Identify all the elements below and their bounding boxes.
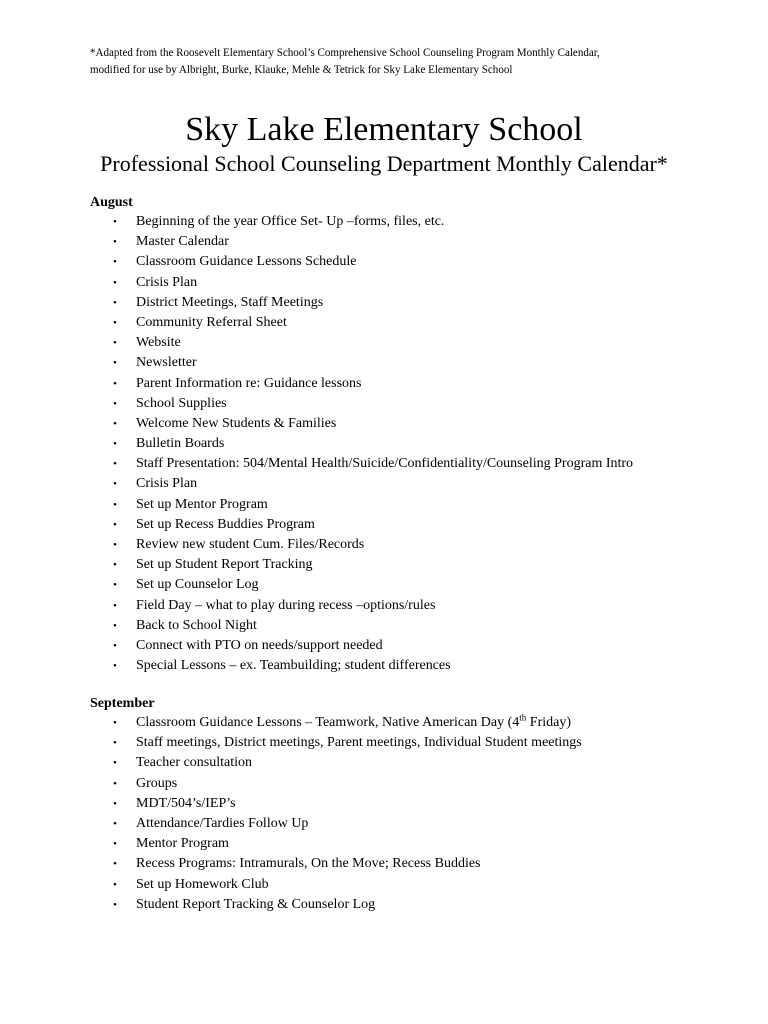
list-item-text: Field Day – what to play during recess –options/rules [136,597,436,613]
bullet-icon: • [113,619,117,632]
bullet-icon: • [113,417,117,430]
bullet-icon: • [113,817,117,830]
bullet-icon: • [113,357,117,370]
list-item-text: Community Referral Sheet [136,314,287,330]
list-item-text: Staff Presentation: 504/Mental Health/Suicide/Confidentiality/Counseling Program Intro [136,456,634,472]
bullet-icon: • [113,797,117,810]
list-item-text: Recess Programs: Intramurals, On the Move; Recess Buddies [136,856,481,872]
list-item-text: Website [136,335,181,351]
bullet-icon: • [113,777,117,790]
bullet-icon: • [113,337,117,350]
list-item-text: Parent Information re: Guidance lessons [136,375,362,391]
bullet-icon: • [113,377,117,390]
list-item-text [136,713,571,733]
list-item-text: Review new student Cum. Files/Records [136,537,365,552]
bullet-icon: • [113,660,117,673]
list-item-text: Newsletter [136,355,197,371]
bullet-icon: • [113,898,117,911]
list-item-text: Mentor Program [136,836,229,852]
adaptation-note [90,44,642,78]
bullet-icon: • [113,276,117,289]
list-item-text: Set up Counselor Log [136,577,259,593]
bullet-icon: • [113,639,117,652]
bullet-icon: • [113,559,117,572]
list-item-text: Master Calendar [136,234,229,250]
page-title: Sky Lake Elementary School [185,111,583,148]
list-item-text: Welcome New Students & Families [136,415,337,431]
list-item-text: Bulletin Boards [136,436,225,452]
list-item-text: Crisis Plan [136,476,198,492]
bullet-icon: • [113,599,117,612]
list-item-text: School Supplies [136,395,227,411]
list-item-text: Set up Recess Buddies Program [136,516,315,532]
bullet-icon: • [113,858,117,871]
page-subtitle: Professional School Counseling Department Monthly Calendar* [100,151,668,176]
bullet-icon: • [113,478,117,491]
bullet-icon: • [113,316,117,329]
list-item-text: Groups [136,775,178,791]
list-item-text: District Meetings, Staff Meetings [136,294,324,310]
september-heading: September [90,696,155,711]
bullet-icon: • [113,757,117,770]
list-item-text-part: Friday) [526,715,572,730]
list-item-text: Set up Mentor Program [136,496,268,512]
bullet-icon: • [113,539,117,551]
list-item-text-part: Classroom Guidance Lessons – Teamwork, Native American Day (4 [136,715,520,730]
bullet-icon: • [113,717,117,729]
list-item-text: Staff meetings, District meetings, Parent meetings, Individual Student meetings [136,735,582,751]
bullet-icon: • [113,397,117,410]
list-item-text: Connect with PTO on needs/support needed [136,637,383,653]
bullet-icon: • [113,498,117,511]
list-item-text: Teacher consultation [136,755,253,771]
bullet-icon: • [113,579,117,592]
list-item-text: Beginning of the year Office Set- Up –forms, files, etc. [136,214,445,229]
list-item-text: Student Report Tracking & Counselor Log [136,896,376,912]
adaptation-note-line-2: modified for use by Albright, Burke, Klauke, Mehle & Tetrick for Sky Lake Elementary School [90,62,513,76]
bullet-icon: • [113,737,117,750]
adaptation-note-line-1: *Adapted from the Roosevelt Elementary School’s Comprehensive School Counseling Program Monthly Calendar, [90,45,600,59]
bullet-icon: • [113,438,117,451]
bullet-icon: • [113,838,117,851]
bullet-icon: • [113,236,117,249]
ordinal-suffix: th [519,712,527,723]
list-item-text: MDT/504’s/IEP’s [136,795,236,811]
bullet-icon: • [113,216,117,228]
august-heading: August [90,195,133,210]
bullet-icon: • [113,256,117,269]
bullet-icon: • [113,878,117,891]
list-item-text: Special Lessons – ex. Teambuilding; student differences [136,658,451,674]
list-item-text: Back to School Night [136,617,257,633]
list-item-text: Classroom Guidance Lessons Schedule [136,254,357,270]
bullet-icon: • [113,518,117,531]
list-item-text: Attendance/Tardies Follow Up [136,815,309,831]
bullet-icon: • [113,458,117,471]
list-item-text: Set up Homework Club [136,876,269,892]
list-item-text: Crisis Plan [136,274,198,290]
bullet-icon: • [113,296,117,309]
list-item-text: Set up Student Report Tracking [136,557,313,573]
